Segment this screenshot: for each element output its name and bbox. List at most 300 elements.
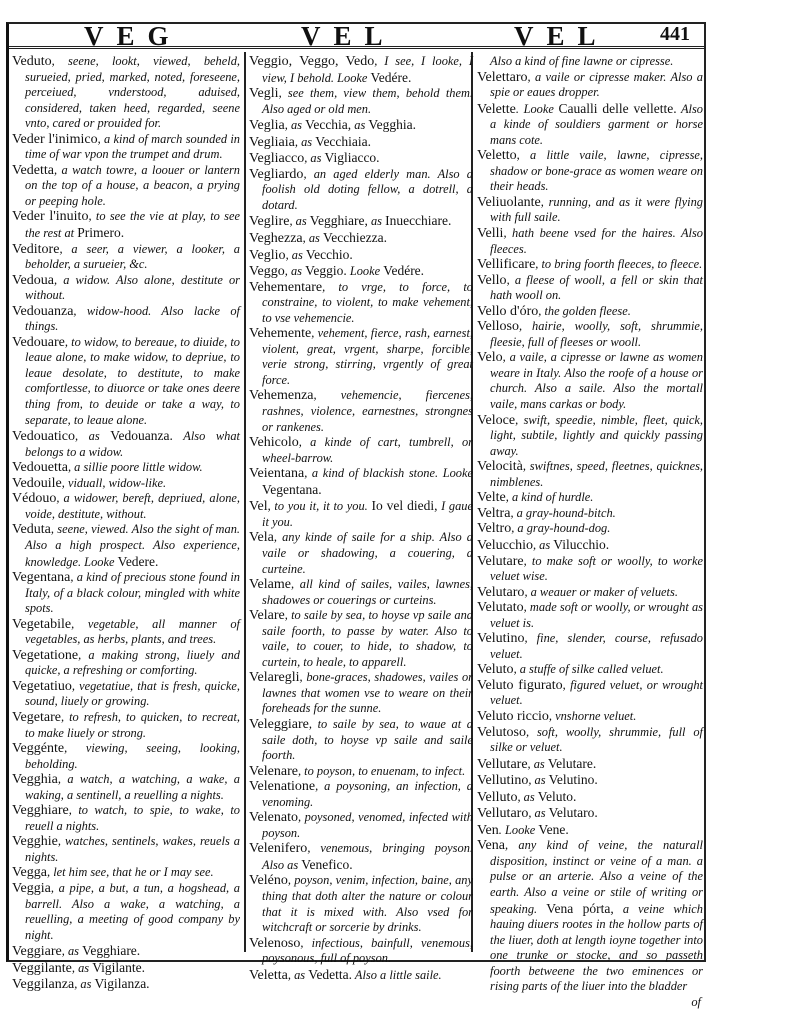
dictionary-entry bbox=[12, 132, 240, 163]
definition: , to bring foorth fleeces, to fleece. bbox=[535, 257, 703, 272]
definition: , swiftnes, speed, fleetnes, quicknes, nimblenes. bbox=[490, 459, 703, 489]
headword: Vedouare bbox=[12, 334, 65, 350]
definition: , a poysoning, an infection, a venoming. bbox=[262, 779, 473, 809]
dictionary-entry bbox=[249, 230, 473, 247]
dictionary-entry bbox=[12, 976, 240, 993]
headword: Velli bbox=[477, 226, 504, 242]
running-header bbox=[9, 21, 704, 51]
dictionary-entry bbox=[477, 459, 703, 490]
dictionary-entry bbox=[12, 710, 240, 741]
headword: Vegga bbox=[12, 865, 47, 881]
definition: Also a kinde of souldiers garment or horse mans cote. bbox=[490, 101, 703, 147]
dictionary-entry bbox=[12, 163, 240, 210]
dictionary-entry bbox=[249, 498, 473, 530]
headword: Velenare bbox=[249, 763, 298, 779]
headword: Velte bbox=[477, 490, 506, 506]
headword: Veletta bbox=[249, 967, 288, 983]
headword: Vegentana bbox=[12, 570, 71, 586]
definition: , a little vaile, lawne, cipresse, shadow or bone-grace as women weare on their heads. bbox=[490, 148, 703, 194]
definition: , a fleese of wooll, a fell or skin that hath wooll on. bbox=[490, 272, 703, 303]
headword: Veggiare bbox=[12, 944, 62, 960]
column-rule bbox=[244, 52, 246, 952]
definition: , as bbox=[528, 806, 549, 821]
definition: , the golden fleese. bbox=[538, 303, 631, 318]
dictionary-entry bbox=[477, 304, 703, 320]
dictionary-entry bbox=[477, 413, 703, 460]
cross-reference: Primero. bbox=[77, 225, 125, 241]
definition: , to widow, to bereaue, to diuide, to leaue alone, to make widow, to depriue, to leaue desolate, to destitute, to make comfortlesse, to diuorce or take ones deere thing from, to deuide or take a way, to separate, to leaue alone. bbox=[25, 334, 240, 427]
headword: Vello bbox=[477, 272, 507, 288]
dictionary-entry bbox=[477, 585, 703, 601]
definition: , to saile by sea, to waue at a saile doth, to hoyse vp saile and saile foorth. bbox=[262, 716, 473, 763]
dictionary-entry bbox=[477, 822, 703, 839]
dictionary-entry bbox=[249, 936, 473, 967]
dictionary-entry bbox=[477, 506, 703, 522]
definition: , hath beene vsed for the haires. Also fleeces. bbox=[490, 226, 703, 256]
headword: Veder l'inuito bbox=[12, 209, 89, 225]
cross-reference: Vecchiaia. bbox=[315, 133, 372, 149]
dictionary-entry bbox=[477, 756, 703, 773]
cross-reference: Vedére. bbox=[370, 69, 412, 85]
definition: Also what belongs to a widow. bbox=[25, 429, 240, 459]
dictionary-entry bbox=[12, 943, 240, 960]
definition: , running, and as it were flying with full saile. bbox=[490, 194, 703, 225]
definition: , as bbox=[527, 756, 548, 771]
definition: , to see the vie at play, to see the rest at bbox=[25, 209, 240, 241]
headword: Velutato bbox=[477, 600, 524, 616]
headword: Veientana bbox=[249, 466, 305, 482]
cross-reference: Caualli delle vellette. bbox=[558, 100, 677, 116]
headword: Veder l'inimico bbox=[12, 131, 98, 147]
definition: , to vrge, to force, to constraine, to violent, to make vehement, to vse vehemencie. bbox=[262, 279, 473, 325]
headword: Velutino bbox=[477, 631, 525, 647]
definition: , a seer, a viewer, a looker, a beholder, a surueier, &c. bbox=[25, 241, 240, 272]
headword: Velenifero bbox=[249, 841, 308, 857]
headword: Veleggiare bbox=[249, 716, 309, 732]
headword: Vela bbox=[249, 530, 274, 546]
cross-reference: Vigilante. bbox=[92, 959, 145, 975]
definition: , as bbox=[284, 118, 306, 133]
definition: , as bbox=[517, 789, 538, 804]
cross-reference: Inuecchiare. bbox=[385, 213, 452, 229]
headword: Vegghie bbox=[12, 834, 58, 850]
definition: , a kind of hurdle. bbox=[505, 490, 594, 505]
cross-reference: Vecchia, bbox=[305, 117, 352, 133]
dictionary-entry bbox=[12, 834, 240, 865]
cross-reference: Vegentana. bbox=[262, 481, 322, 497]
dictionary-entry bbox=[477, 101, 703, 149]
dictionary-entry bbox=[12, 428, 240, 460]
dictionary-entry bbox=[249, 247, 473, 264]
dictionary-entry bbox=[477, 772, 703, 789]
definition: as bbox=[351, 118, 369, 133]
dictionary-entry bbox=[477, 838, 703, 994]
dictionary-entry bbox=[12, 54, 240, 132]
headword: Vehemenza bbox=[249, 388, 314, 404]
definition: , a stuffe of silke called veluet. bbox=[513, 662, 664, 677]
dictionary-entry bbox=[249, 530, 473, 577]
definition: , a kind of blackish stone. Looke bbox=[304, 466, 473, 481]
cross-reference: Veggio. bbox=[305, 263, 347, 279]
cross-reference: Vecchiezza. bbox=[322, 230, 388, 246]
headword: Velloso bbox=[477, 319, 519, 335]
definition: . Looke bbox=[515, 101, 559, 116]
headword: Velenatione bbox=[249, 779, 316, 795]
dictionary-entry bbox=[249, 86, 473, 117]
definition: , any kinde of saile for a ship. Also a vaile or shadowing, a couering, a curteine. bbox=[262, 530, 473, 576]
dictionary-entry bbox=[12, 242, 240, 273]
column-1 bbox=[12, 54, 240, 993]
definition: , all kind of sailes, vailes, lawnes, shadowes or couerings or curteins. bbox=[262, 577, 473, 607]
definition: , as bbox=[287, 967, 309, 982]
dictionary-entry bbox=[249, 670, 473, 717]
headword: Veggilante bbox=[12, 960, 72, 976]
dictionary-entry bbox=[249, 841, 473, 873]
definition: , as bbox=[294, 134, 316, 149]
dictionary-entry bbox=[477, 725, 703, 756]
definition: Looke bbox=[346, 264, 384, 279]
definition: a veine which hauing diuers rootes in the hollow parts of the liuer, doth at length ioyne together into one trunke or stocke, and so passeth foorth betweene the two eminences or rising parts of the liuer into the bladder bbox=[490, 901, 703, 994]
dictionary-entry bbox=[12, 491, 240, 522]
definition: , a making strong, liuely and quicke, a refreshing or comforting. bbox=[25, 647, 240, 678]
dictionary-entry bbox=[477, 350, 703, 412]
dictionary-entry bbox=[12, 679, 240, 710]
definition: , fine, slender, course, refusado veluet. bbox=[490, 631, 703, 661]
definition: , a pipe, a but, a tun, a hogshead, a barrell. Also a wake, a watching, a reuelling, a meeting of good company by night. bbox=[25, 880, 240, 942]
definition: , an aged elderly man. Also a foolish old doting fellow, a dotrell, a dotard. bbox=[262, 166, 473, 212]
definition: , a gray-hound-dog. bbox=[511, 521, 611, 536]
dictionary-entry bbox=[249, 263, 473, 280]
definition: , as bbox=[61, 944, 83, 959]
dictionary-entry bbox=[249, 54, 473, 86]
dictionary-entry bbox=[12, 648, 240, 679]
definition: , venemous, bringing poyson. Also as bbox=[262, 841, 473, 872]
definition: , vehemencie, fiercenes, rashnes, violence, earnestnes, strongnes or rankenes. bbox=[262, 388, 473, 434]
headword: Vel bbox=[249, 499, 268, 515]
headword: Vegliaia bbox=[249, 134, 295, 150]
headword: Veltra bbox=[477, 505, 511, 521]
dictionary-entry bbox=[12, 741, 240, 772]
dictionary-entry bbox=[477, 537, 703, 554]
dictionary-entry bbox=[477, 600, 703, 631]
dictionary-entry bbox=[12, 335, 240, 428]
dictionary-entry bbox=[249, 134, 473, 151]
headword: Velenoso bbox=[249, 935, 301, 951]
cross-reference: Velutare. bbox=[547, 755, 597, 771]
definition: , a weauer or maker of veluets. bbox=[524, 584, 678, 599]
definition: Also a little saile. bbox=[352, 967, 442, 982]
dictionary-entry bbox=[477, 148, 703, 195]
definition: , poyson, venim, infection, baine, any thing that doth alter the nature or colour that it is mixed with. Also vsed for witchcraft or sorcerie by drinks. bbox=[262, 873, 473, 935]
headword: Veluto riccio bbox=[477, 708, 549, 724]
definition: , a kinde of cart, tumbrell, or wheel-barrow. bbox=[262, 435, 473, 465]
definition: . Looke bbox=[498, 822, 539, 837]
dictionary-entry bbox=[12, 460, 240, 476]
headword: Vedoua bbox=[12, 272, 54, 288]
dictionary-entry bbox=[249, 717, 473, 764]
headword: Veggénte bbox=[12, 741, 65, 757]
dictionary-entry bbox=[477, 490, 703, 506]
headword: Velo bbox=[477, 350, 503, 366]
headword: Vedouatico bbox=[12, 429, 75, 445]
headword: Velame bbox=[249, 577, 291, 593]
definition: , a widow. Also alone, destitute or without. bbox=[25, 272, 240, 303]
headword: Veditore bbox=[12, 241, 60, 257]
column-2 bbox=[249, 54, 473, 983]
dictionary-entry bbox=[477, 226, 703, 257]
definition: , swift, speedie, nimble, fleet, quick, light, subtile, lightly and quickly passing away. bbox=[490, 412, 703, 458]
headword: Vegliardo bbox=[249, 166, 304, 182]
definition: I gaue it you. bbox=[262, 499, 473, 529]
dictionary-entry bbox=[249, 779, 473, 810]
dictionary-entry bbox=[12, 570, 240, 617]
headword: Vedouanza bbox=[12, 303, 74, 319]
definition: , as bbox=[74, 429, 111, 444]
definition: , viduall, widow-like. bbox=[61, 475, 167, 490]
cross-reference: Vene. bbox=[538, 821, 569, 837]
definition: , as bbox=[284, 264, 306, 279]
headword: Veglio bbox=[249, 247, 286, 263]
headword: Vena bbox=[477, 838, 505, 854]
headword: Velutaro bbox=[477, 584, 525, 600]
dictionary-entry bbox=[12, 803, 240, 834]
dictionary-entry bbox=[12, 960, 240, 977]
cross-reference: Vedetta. bbox=[308, 966, 353, 982]
header-middle-guide-letters: VEL bbox=[301, 21, 396, 51]
headword: Vellutaro bbox=[477, 806, 529, 822]
cross-reference: Vena pórta, bbox=[546, 900, 614, 916]
dictionary-entry bbox=[249, 167, 473, 214]
definition: , figured veluet, or wrought veluet. bbox=[490, 677, 703, 708]
dictionary-entry bbox=[12, 617, 240, 648]
headword: Veglire bbox=[249, 214, 290, 230]
dictionary-entry bbox=[477, 631, 703, 662]
dictionary-entry bbox=[477, 521, 703, 537]
cross-reference: Vegghiare. bbox=[82, 943, 141, 959]
definition: , I see, I looke, I view, I behold. Looke bbox=[262, 54, 473, 85]
headword: Velenato bbox=[249, 810, 298, 826]
headword: Ven bbox=[477, 822, 499, 838]
definition: , to saile by sea, to hoyse vp saile and saile foorth, to passe by water. Also to vaile, to couer, to hide, to shadow, to curtein, to heale, to apparell. bbox=[262, 608, 473, 669]
headword: Veglia bbox=[249, 118, 285, 134]
headword: Veduta bbox=[12, 522, 51, 538]
headword: Vedouile bbox=[12, 475, 62, 491]
column-3 bbox=[477, 54, 703, 1009]
definition: , vegetatiue, that is fresh, quicke, sound, liuely or growing. bbox=[25, 678, 240, 709]
headword: Velare bbox=[249, 608, 285, 624]
catchword: of bbox=[691, 994, 701, 1009]
header-right-guide-letters: VEL bbox=[514, 21, 609, 51]
cross-reference: Vegghia. bbox=[368, 117, 417, 133]
dictionary-entry bbox=[249, 117, 473, 134]
headword: Veggilanza bbox=[12, 977, 75, 993]
headword: Velutare bbox=[477, 553, 524, 569]
dictionary-entry bbox=[477, 257, 703, 273]
headword: Vegghia bbox=[12, 772, 58, 788]
headword: Vegetabile bbox=[12, 616, 72, 632]
dictionary-entry bbox=[249, 326, 473, 388]
dictionary-page bbox=[6, 21, 706, 1009]
entry-continuation: Also a kind of fine lawne or cipresse. bbox=[490, 54, 674, 68]
dictionary-entry bbox=[12, 273, 240, 304]
page-number: 441 bbox=[660, 23, 690, 45]
definition: , hairie, woolly, soft, shrummie, fleesie, full of fleeses or wooll. bbox=[490, 319, 703, 349]
definition: , as bbox=[528, 773, 549, 788]
definition: , made soft or woolly, or wrought as veluet is. bbox=[490, 600, 703, 630]
definition: , to you it, it to you. bbox=[267, 499, 372, 514]
headword: Vellificare bbox=[477, 257, 536, 273]
cross-reference: Vecchio. bbox=[305, 246, 353, 262]
headword: Veléno bbox=[249, 873, 288, 889]
headword: Veggo bbox=[249, 264, 285, 280]
definition: , watches, sentinels, wakes, reuels a nights. bbox=[25, 834, 240, 864]
header-left-guide-letters: VEG bbox=[84, 21, 182, 51]
headword: Veggio, Veggo, Vedo bbox=[249, 54, 375, 69]
definition: , to watch, to spie, to wake, to reuell a nights. bbox=[25, 803, 240, 833]
dictionary-entry bbox=[477, 554, 703, 585]
definition: , bone-graces, shadowes, vailes or lawnes that women vse to weare on their foreheads for the sunne. bbox=[262, 670, 473, 716]
dictionary-entry bbox=[12, 476, 240, 492]
definition: , soft, woolly, shrummie, full of silke or veluet. bbox=[490, 724, 703, 755]
dictionary-entry bbox=[249, 810, 473, 841]
headword: Vegghiare bbox=[12, 803, 69, 819]
definition: , a kind of precious stone found in Italy, of a black colour, mingled with white spots. bbox=[25, 570, 240, 616]
dictionary-entry bbox=[249, 150, 473, 167]
definition: , any kind of veine, the naturall disposition, instinct or veine of a man. a pulse or an arterie. Also a veine of the earth. Also a veine or stile of writing or speaking. bbox=[490, 838, 703, 916]
dictionary-entry bbox=[477, 273, 703, 304]
definition: , seene, viewed. Also the sight of man. Also a high prospect. Also experience, knowledge. Looke bbox=[25, 522, 240, 569]
dictionary-entry bbox=[249, 873, 473, 935]
headword: Veluto bbox=[477, 662, 514, 678]
headword: Védouo bbox=[12, 491, 57, 507]
dictionary-entry bbox=[249, 213, 473, 230]
definition: , to poyson, to enuenam, to infect. bbox=[297, 763, 466, 778]
headword: Vegetare bbox=[12, 709, 61, 725]
definition: , let him see, that he or I may see. bbox=[47, 865, 214, 880]
cross-reference: Velutaro. bbox=[548, 805, 598, 821]
headword: Vehicolo bbox=[249, 435, 299, 451]
dictionary-entry bbox=[249, 967, 473, 984]
dictionary-entry bbox=[12, 881, 240, 943]
headword: Vegliacco bbox=[249, 151, 305, 167]
headword: Velucchio bbox=[477, 537, 533, 553]
headword: Velette bbox=[477, 101, 516, 117]
cross-reference: Venefico. bbox=[301, 856, 353, 872]
definition: , a vaile or cipresse maker. Also a spie or eaues dropper. bbox=[490, 69, 703, 100]
headword: Velluto bbox=[477, 789, 518, 805]
definition: , as bbox=[71, 960, 93, 975]
dictionary-entry bbox=[477, 678, 703, 709]
definition: , viewing, seeing, looking, beholding. bbox=[25, 741, 240, 771]
definition: , infectious, bainfull, venemous, poysonous, full of poyson. bbox=[262, 935, 473, 966]
cross-reference: Veluto. bbox=[537, 788, 577, 804]
headword: Vello d'óro bbox=[477, 303, 539, 319]
definition: , poysoned, venomed, infected with poyson. bbox=[262, 810, 473, 840]
headword: Vehemente bbox=[249, 326, 312, 342]
cross-reference: Vigliacco. bbox=[324, 150, 380, 166]
cross-reference: Vedere. bbox=[117, 553, 159, 569]
dictionary-entry bbox=[249, 764, 473, 780]
headword: Veliuolante bbox=[477, 194, 541, 210]
dictionary-entry bbox=[477, 195, 703, 226]
cross-reference: Vilucchio. bbox=[553, 536, 610, 552]
definition: , as bbox=[304, 151, 325, 166]
definition: , to refresh, to quicken, to recreat, to make liuely or strong. bbox=[25, 709, 240, 740]
cross-reference: Io vel diedi, bbox=[371, 498, 438, 514]
cross-reference: Vigilanza. bbox=[94, 976, 150, 992]
definition: , see them, view them, behold them. Also aged or old men. bbox=[262, 86, 473, 116]
definition: , a watch towre, a loouer or lantern on the top of a house, a beacon, a prying or peeping hole. bbox=[25, 162, 240, 208]
headword: Velaregli bbox=[249, 670, 300, 686]
headword: Vellutino bbox=[477, 773, 529, 789]
definition: , as bbox=[285, 247, 306, 262]
headword: Veghezza bbox=[249, 231, 303, 247]
dictionary-entry bbox=[477, 709, 703, 725]
definition: , a vaile, a cipresse or lawne as women weare in Italy. Also the roofe of a house or church. Also a saile. Also the mortall vaile, mans carkas or body. bbox=[490, 350, 703, 412]
headword: Veletto bbox=[477, 148, 517, 164]
dictionary-entry bbox=[477, 662, 703, 678]
definition: , widow-hood. Also lacke of things. bbox=[25, 303, 240, 334]
definition: , as bbox=[302, 231, 323, 246]
definition: , vegetable, all manner of vegetables, as herbs, plants, and trees. bbox=[25, 616, 240, 647]
headword: Vedouetta bbox=[12, 460, 68, 476]
dictionary-entry bbox=[249, 435, 473, 466]
dictionary-entry bbox=[477, 319, 703, 350]
definition: , vehement, fierce, rash, earnest, violent, great, vrgent, sharpe, forcible, verie strong, stirring, vrgently of great force. bbox=[262, 326, 473, 387]
definition: as bbox=[367, 214, 386, 229]
headword: Vegetatione bbox=[12, 647, 79, 663]
dictionary-entry bbox=[12, 209, 240, 241]
definition: , seene, lookt, viewed, beheld, surueied, pried, marked, noted, foreseene, perceiued, vnderstood, aduised, considered, taken heed, regarded, seene vnto, cared or prouided for. bbox=[25, 54, 240, 131]
cross-reference: Vedére. bbox=[383, 263, 425, 279]
dictionary-entry bbox=[249, 388, 473, 435]
dictionary-entry bbox=[12, 865, 240, 881]
dictionary-entry bbox=[12, 522, 240, 570]
definition: , to make soft or woolly, to worke veluet wise. bbox=[490, 553, 703, 584]
cross-reference: Vedouanza. bbox=[110, 428, 173, 444]
headword: Veggia bbox=[12, 880, 51, 896]
dictionary-entry bbox=[12, 772, 240, 803]
definition: , as bbox=[74, 977, 95, 992]
dictionary-entry bbox=[477, 805, 703, 822]
headword: Vegetatiuo bbox=[12, 678, 72, 694]
headword: Veduto bbox=[12, 54, 52, 69]
definition: , vnshorne veluet. bbox=[548, 708, 637, 723]
dictionary-entry bbox=[249, 280, 473, 327]
headword: Veloce bbox=[477, 412, 516, 428]
definition: , a widower, bereft, depriued, alone, voide, destitute, without. bbox=[25, 491, 240, 521]
definition: , a watch, a watching, a wake, a waking, a sentinell, a reuelling a nights. bbox=[25, 772, 240, 802]
cross-reference: Vegghiare, bbox=[309, 213, 368, 229]
headword: Velocità bbox=[477, 459, 523, 475]
cross-reference: Velutino. bbox=[548, 772, 598, 788]
definition: , a gray-hound-bitch. bbox=[510, 505, 616, 520]
dictionary-entry bbox=[477, 789, 703, 806]
dictionary-entry bbox=[12, 304, 240, 335]
dictionary-entry bbox=[249, 466, 473, 498]
definition: , as bbox=[532, 537, 554, 552]
headword: Vedetta bbox=[12, 162, 54, 178]
definition: , as bbox=[289, 214, 310, 229]
headword: Veluto figurato bbox=[477, 677, 563, 693]
headword: Veltro bbox=[477, 521, 512, 537]
dictionary-entry bbox=[477, 70, 703, 101]
definition: , a kind of march sounded in time of war vpon the trumpet and drum. bbox=[25, 131, 240, 162]
definition: , a sillie poore little widow. bbox=[67, 460, 203, 475]
dictionary-entry bbox=[249, 608, 473, 670]
headword: Vellutare bbox=[477, 756, 528, 772]
headword: Vehementare bbox=[249, 279, 323, 295]
